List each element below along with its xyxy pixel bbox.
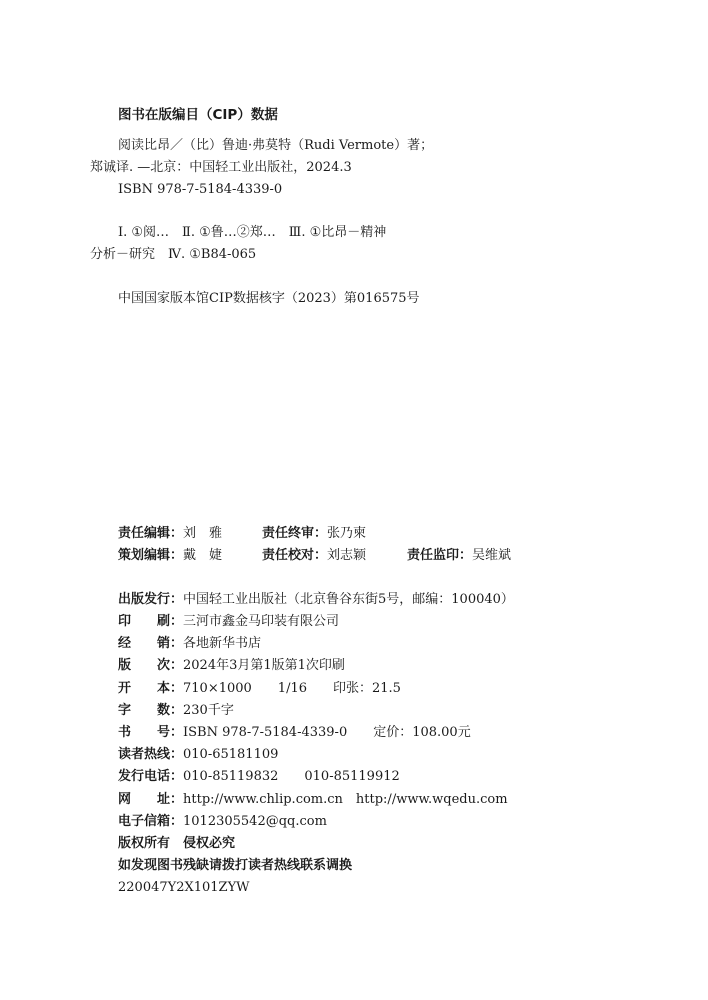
info-format-value: 710×1000 1/16 印张：21.5 — [183, 681, 401, 696]
info-edition-value: 2024年3月第1版第1次印刷 — [183, 658, 345, 673]
info-distributor-label: 经 销： — [118, 636, 184, 651]
info-publisher — [118, 591, 514, 609]
info-sales-phone — [118, 768, 400, 786]
info-isbn-price — [118, 724, 471, 742]
info-word-count — [118, 702, 234, 720]
info-isbn-value: ISBN 978-7-5184-4339-0 定价：108.00元 — [183, 725, 471, 740]
cip-line-translator-publisher: 郑诚译. —北京：中国轻工业出版社，2024.3 — [90, 160, 352, 175]
info-format — [118, 680, 401, 698]
staff-supervisor — [407, 547, 511, 565]
info-defect-note: 如发现图书残缺请拨打读者热线联系调换 — [118, 858, 353, 873]
staff-planning-label: 策划编辑： — [118, 548, 184, 563]
staff-editor-label: 责任编辑： — [118, 526, 184, 541]
info-copyright: 版权所有 侵权必究 — [118, 836, 236, 851]
info-edition-label: 版 次： — [118, 658, 184, 673]
info-website-value: http://www.chlip.com.cn http://www.wqedu.com — [183, 792, 508, 807]
staff-proofread — [262, 547, 366, 565]
cip-line-classification: 分析－研究 Ⅳ. ①B84-065 — [90, 247, 257, 262]
info-email-value: 1012305542@qq.com — [183, 814, 327, 829]
info-email — [118, 813, 327, 831]
info-distributor-value: 各地新华书店 — [183, 636, 262, 651]
info-sales-phone-label: 发行电话： — [118, 769, 184, 784]
staff-final-review — [262, 525, 366, 543]
info-word-count-value: 230千字 — [183, 703, 234, 718]
info-printer-value: 三河市鑫金马印装有限公司 — [183, 614, 340, 629]
info-sales-phone-value: 010-85119832 010-85119912 — [183, 769, 400, 784]
cip-title: 图书在版编目（CIP）数据 — [118, 107, 278, 123]
staff-planning-value: 戴 婕 — [183, 548, 223, 563]
staff-proofread-label: 责任校对： — [262, 548, 328, 563]
cip-line-isbn: ISBN 978-7-5184-4339-0 — [118, 182, 283, 197]
cip-line-title-author: 阅读比昂／（比）鲁迪·弗莫特（Rudi Vermote）著； — [118, 138, 434, 153]
info-email-label: 电子信箱： — [118, 814, 184, 829]
staff-supervisor-value: 吴维斌 — [472, 548, 512, 563]
info-publisher-value: 中国轻工业出版社（北京鲁谷东街5号，邮编：100040） — [183, 592, 514, 607]
staff-planning — [118, 547, 222, 565]
cip-line-record-number: 中国国家版本馆CIP数据核字（2023）第016575号 — [118, 291, 420, 306]
info-distributor — [118, 635, 261, 653]
info-website — [118, 791, 508, 809]
staff-editor — [118, 525, 222, 543]
info-isbn-label: 书 号： — [118, 725, 184, 740]
info-hotline — [118, 746, 278, 764]
staff-final-review-label: 责任终审： — [262, 526, 328, 541]
info-format-label: 开 本： — [118, 681, 184, 696]
info-printer — [118, 613, 339, 631]
info-printer-label: 印 刷： — [118, 614, 184, 629]
staff-proofread-value: 刘志颖 — [327, 548, 367, 563]
info-word-count-label: 字 数： — [118, 703, 184, 718]
info-website-label: 网 址： — [118, 792, 184, 807]
staff-supervisor-label: 责任监印： — [407, 548, 473, 563]
info-publisher-label: 出版发行： — [118, 592, 184, 607]
info-hotline-label: 读者热线： — [118, 747, 184, 762]
staff-final-review-value: 张乃柬 — [327, 526, 367, 541]
staff-editor-value: 刘 雅 — [183, 526, 223, 541]
info-hotline-value: 010-65181109 — [183, 747, 279, 762]
cip-line-subject-index: Ⅰ. ①阅… Ⅱ. ①鲁…②郑… Ⅲ. ①比昂－精神 — [118, 225, 387, 240]
info-internal-code: 220047Y2X101ZYW — [118, 880, 250, 895]
info-edition — [118, 657, 345, 675]
